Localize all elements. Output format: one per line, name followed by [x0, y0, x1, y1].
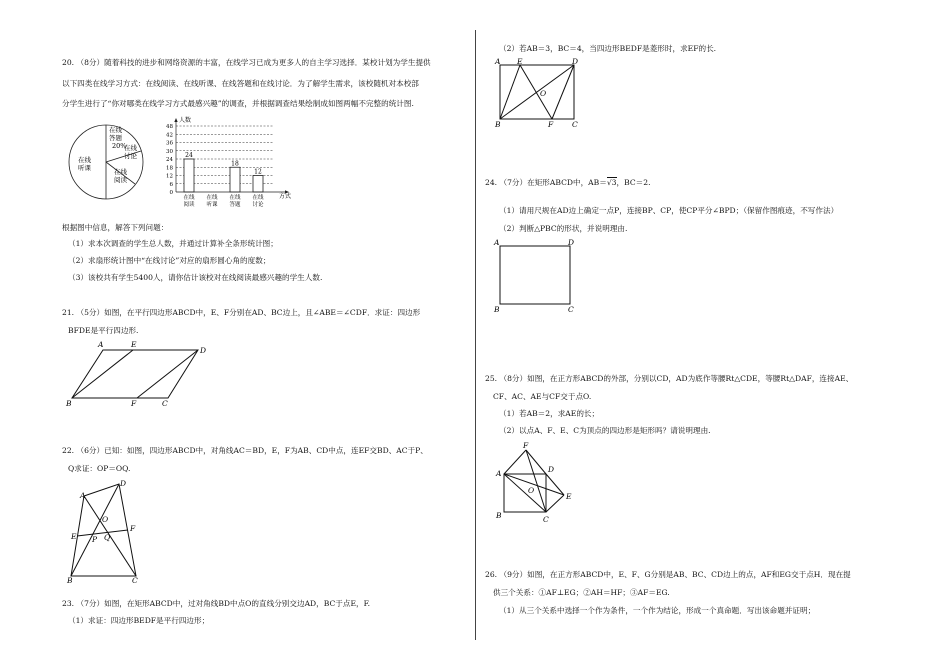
q23-pt-O: O — [540, 89, 547, 98]
q20-after: 根据图中信息，解答下列问题： — [62, 223, 169, 232]
q21-line1: 21. （5分）如图，在平行四边形ABCD中，E、F分别在AD、BC边上，且∠ABE＝∠CDF．求证：四边形 — [62, 308, 421, 317]
bar-xlabel: 方式 — [279, 193, 292, 200]
q24-rectangle — [500, 246, 570, 304]
bar-ytick-label: 0 — [169, 190, 173, 196]
q23-pt-D: D — [572, 57, 579, 66]
bar-xtick-label-bottom: 讨论 — [252, 202, 264, 208]
pie-chart — [66, 122, 156, 202]
q25-line-EC — [546, 495, 564, 512]
bar-ytick-label: 12 — [166, 173, 173, 180]
q22-pt-B: B — [67, 576, 73, 585]
q25-pt-A: A — [496, 469, 502, 478]
q25-line-FD — [526, 450, 546, 474]
q22-figure — [64, 478, 154, 586]
q24-sub1: （1）请用尺规在AD边上确定一点P，连接BP、CP，使CP平分∠BPD；（保留作图痕迹，不写作法） — [499, 206, 839, 215]
q22-line1: 22. （6分）已知：如图，四边形ABCD中，对角线AC＝BD，E，F为AB、CD中点，连EF交BD、AC于P、 — [62, 446, 428, 455]
q23-sub2: （2）若AB＝3，BC＝4，当四边形BEDF是菱形时，求EF的长. — [499, 44, 717, 53]
q22-pt-E: E — [71, 532, 77, 541]
q24-line1 — [485, 178, 650, 188]
q25-figure — [492, 440, 582, 526]
q25-pt-E: E — [566, 492, 572, 501]
q24-line1-rest: ，BC＝2. — [616, 178, 651, 187]
q23-line1: 23. （7分）如图，在矩形ABCD中，过对角线BD中点O的直线分别交边AD，BC于点E，F. — [62, 599, 371, 608]
bar-yaxis-arrow — [174, 118, 177, 122]
q26-sub1: （1）从三个关系中选择一个作为条件，一个作为结论，形成一个真命题．写出该命题并证明； — [499, 606, 816, 615]
bar-ytick-label: 30 — [166, 148, 173, 155]
bar-xtick-label-top: 在线 — [229, 195, 241, 201]
q21-pt-E: E — [131, 340, 137, 349]
q23-pt-F: F — [548, 120, 554, 129]
pie-label-listen-1: 在线 — [78, 156, 91, 164]
q23-pt-E: E — [517, 57, 523, 66]
bar-ytick-label: 36 — [166, 140, 173, 147]
q21-line-FD — [137, 350, 198, 398]
pie-label-answer-pct: 20% — [112, 142, 127, 150]
q23-line-EF — [520, 65, 552, 119]
q24-line1-text: 24. （7分）在矩形ABCD中，AB＝ — [485, 178, 607, 187]
q22-pt-A: A — [80, 491, 86, 500]
q21-figure — [60, 336, 220, 408]
bar-3 — [230, 167, 240, 192]
bar-4 — [253, 176, 263, 193]
q20-line1: 20. （8分）随着科技的进步和网络资源的丰富，在线学习已成为更多人的自主学习选择．某校计划为学生提供 — [62, 58, 431, 67]
bar-ytick-label: 18 — [166, 165, 173, 172]
bar-xtick-label-bottom: 答题 — [229, 202, 241, 208]
bar-1 — [184, 159, 194, 192]
q23-pt-C: C — [572, 120, 578, 129]
column-divider — [475, 30, 476, 640]
q24-sqrt: √3 — [606, 178, 617, 187]
q22-pt-P: P — [92, 535, 98, 544]
pie-label-read-1: 在线 — [114, 168, 127, 176]
bar-xtick-label-top: 在线 — [252, 195, 264, 201]
q22-pt-C: C — [132, 576, 138, 585]
q21-line2: BFDE是平行四边形. — [68, 326, 139, 335]
q20-line3: 分学生进行了“你对哪类在线学习方式最感兴趣”的调查，并根据调查结果绘制成如图两幅不完整的统计图. — [62, 99, 414, 108]
q21-parallelogram — [72, 350, 198, 398]
q25-sub2: （2）以点A、F、E、C为顶点的四边形是矩形吗？请说明理由. — [499, 426, 711, 435]
q22-line-EF — [77, 530, 128, 536]
bar-ytick-label: 24 — [166, 157, 173, 163]
q24-pt-B: B — [494, 305, 500, 314]
pie-label-listen-2: 听课 — [78, 164, 91, 172]
q23-pt-B: B — [495, 120, 501, 129]
bar-ylabel: 人数 — [179, 117, 192, 124]
q20-sub1: （1）求本次调查的学生总人数，并通过计算补全条形统计图； — [68, 239, 278, 248]
q25-pt-O: O — [528, 486, 535, 495]
q25-line2: CF、AC、AE与CF交于点O. — [493, 392, 592, 401]
q21-pt-A: A — [98, 340, 104, 349]
q24-figure — [492, 236, 582, 312]
bar-value-label-1: 24 — [185, 152, 193, 159]
q21-pt-D: D — [200, 346, 207, 355]
q20-sub2: （2）求扇形统计图中“在线讨论”对应的扇形圆心角的度数； — [68, 256, 271, 265]
bar-xtick-label-top: 在线 — [183, 195, 195, 201]
q25-pt-C: C — [543, 515, 549, 524]
q26-line1: 26. （9分）如图，在正方形ABCD中，E、F、G分别是AB、BC、CD边上的点，AF和EG交于点H．现在提 — [485, 570, 851, 579]
q23-figure — [492, 56, 592, 128]
q22-line2: Q求证：OP＝OQ. — [68, 464, 131, 473]
bar-ytick-label: 42 — [166, 132, 173, 139]
q22-pt-Q: Q — [104, 533, 111, 542]
q22-pt-D: D — [120, 479, 127, 488]
bar-xtick-label-bottom: 阅读 — [183, 202, 195, 208]
q20-line2: 以下四类在线学习方式：在线阅读、在线听课、在线答题和在线讨论．为了解学生需求，该校随机对本校部 — [62, 79, 419, 88]
bar-xtick-label-bottom: 听课 — [206, 202, 218, 208]
q20-sub3: （3）该校共有学生5400人，请你估计该校对在线阅读最感兴趣的学生人数. — [68, 273, 323, 282]
bar-chart — [162, 116, 302, 216]
q24-pt-C: C — [568, 305, 574, 314]
pie-label-discuss-1: 在线 — [124, 144, 137, 152]
bar-value-label-4: 12 — [254, 168, 262, 176]
q24-pt-A: A — [494, 238, 500, 247]
q21-pt-C: C — [162, 399, 168, 408]
q25-pt-D: D — [548, 465, 555, 474]
q25-line-AF — [504, 450, 526, 474]
q21-pt-B: B — [66, 399, 72, 408]
pie-label-discuss-2: 讨论 — [124, 152, 137, 160]
q23-line-BE — [500, 65, 520, 119]
q24-sub2: （2）判断△PBC的形状，并说明理由. — [499, 224, 628, 233]
q24-pt-D: D — [568, 238, 575, 247]
q23-sub1: （1）求证：四边形BEDF是平行四边形； — [68, 616, 210, 625]
q25-pt-B: B — [496, 511, 502, 520]
q25-pt-F: F — [523, 441, 529, 450]
bar-xtick-label-top: 在线 — [206, 195, 218, 201]
q22-pt-F: F — [130, 524, 136, 533]
q23-pt-A: A — [495, 57, 501, 66]
q22-pt-O: O — [102, 515, 109, 524]
q21-pt-F: F — [131, 399, 137, 408]
bar-ytick-label: 6 — [169, 181, 173, 188]
q25-sub1: （1）若AB＝2，求AE的长； — [499, 409, 600, 418]
pie-label-answer-1: 在线 — [109, 126, 122, 134]
bar-ytick-label: 48 — [166, 124, 173, 130]
bar-value-label-3: 18 — [231, 160, 239, 168]
pie-label-read-2: 阅读 — [114, 176, 127, 184]
q26-line2: 供三个关系：①AF⊥EG；②AH＝HF；③AF＝EG. — [493, 588, 670, 597]
q25-line1: 25. （8分）如图，在正方形ABCD的外部，分别以CD，AD为底作等腰Rt△CDE，等腰Rt△DAF，连接AE、 — [485, 374, 854, 383]
pie-label-answer-2: 答题 — [109, 134, 122, 142]
q21-line-BE — [72, 350, 133, 398]
